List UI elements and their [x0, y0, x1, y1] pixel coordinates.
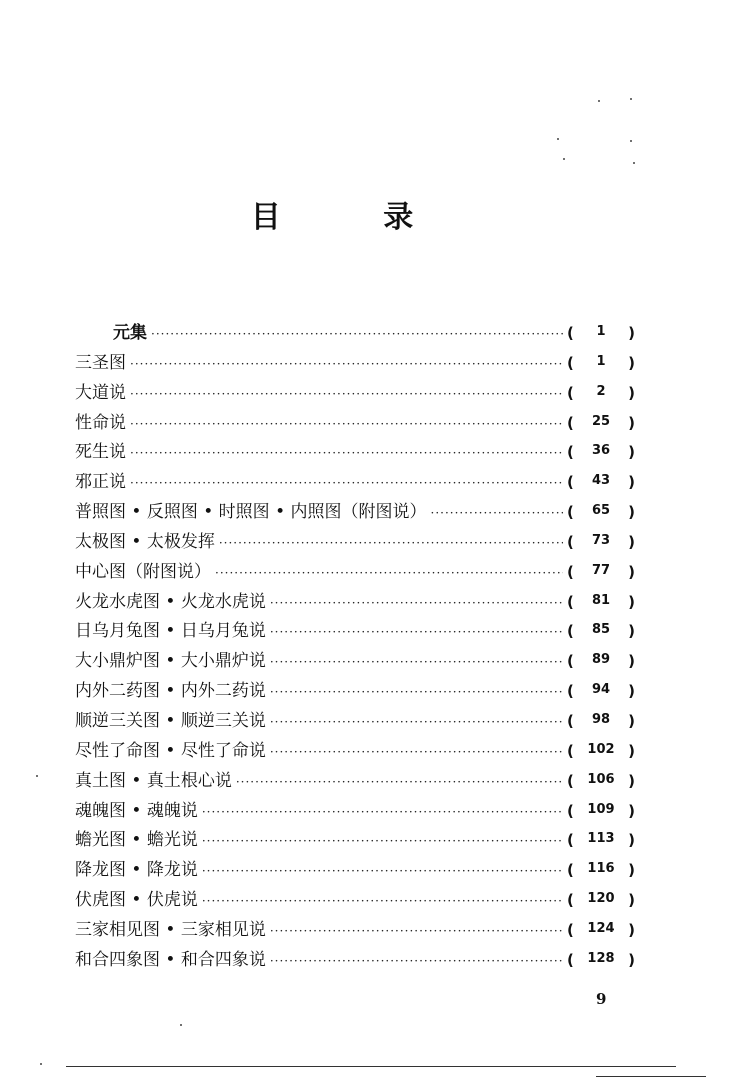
paren-open: (: [567, 831, 574, 850]
entry-title: 降龙图 • 降龙说: [75, 860, 198, 881]
paren-open: (: [567, 413, 574, 432]
paren-open: (: [567, 532, 574, 551]
table-of-contents: [75, 318, 635, 975]
entry-title: 魂魄图 • 魂魄说: [75, 800, 198, 821]
toc-entry: [75, 855, 635, 885]
entry-page: [567, 921, 635, 939]
toc-entry: [75, 378, 635, 408]
entry-title: 和合四象图 • 和合四象说: [75, 949, 266, 970]
entry-page: [567, 384, 635, 402]
footer-rule-short: [596, 1076, 706, 1077]
page-ref: 124: [587, 920, 615, 936]
toc-entry: [75, 348, 635, 378]
entry-title: 内外二药图 • 内外二药说: [75, 681, 266, 702]
entry-title: 日乌月兔图 • 日乌月兔说: [75, 621, 266, 642]
paren-close: ): [628, 383, 635, 402]
toc-entry: [75, 885, 635, 915]
dot-leader: [270, 596, 563, 610]
paren-open: (: [567, 324, 574, 342]
entry-page: [567, 891, 635, 909]
dot-leader: [270, 924, 563, 938]
dot-leader: [270, 745, 563, 759]
entry-title: 真土图 • 真土根心说: [75, 770, 232, 791]
dot-leader: [236, 775, 563, 789]
dot-leader: [130, 387, 563, 401]
entry-title: 太极图 • 太极发挥: [75, 531, 215, 552]
footer-rule: [66, 1066, 676, 1067]
paren-close: ): [628, 562, 635, 581]
toc-entry: [75, 945, 635, 975]
dot-leader: [130, 446, 563, 460]
page-ref: 81: [591, 592, 611, 608]
toc-entry: [75, 676, 635, 706]
paren-close: ): [628, 592, 635, 611]
paren-open: (: [567, 891, 574, 910]
paren-close: ): [628, 682, 635, 701]
paren-open: (: [567, 950, 574, 969]
paren-close: ): [628, 711, 635, 730]
scan-speck: [36, 775, 38, 777]
entry-title: 邪正说: [75, 472, 126, 493]
paren-open: (: [567, 741, 574, 760]
scan-speck: [40, 1063, 42, 1065]
page-ref: 89: [591, 652, 611, 668]
toc-entry: [75, 646, 635, 676]
paren-open: (: [567, 801, 574, 820]
dot-leader: [202, 864, 563, 878]
paren-open: (: [567, 503, 574, 522]
dot-leader: [219, 536, 563, 550]
paren-close: ): [628, 413, 635, 432]
page-ref: 113: [587, 831, 615, 847]
paren-close: ): [628, 771, 635, 790]
entry-page: [567, 951, 635, 969]
entry-page: [567, 443, 635, 461]
paren-open: (: [567, 383, 574, 402]
entry-page: [567, 503, 635, 521]
page-ref: 1: [596, 324, 606, 339]
paren-close: ): [628, 891, 635, 910]
entry-page: [567, 652, 635, 670]
page-ref: 43: [591, 473, 611, 489]
entry-page: [567, 324, 635, 342]
toc-entry: [75, 318, 635, 348]
paren-close: ): [628, 801, 635, 820]
dot-leader: [270, 655, 563, 669]
paren-open: (: [567, 682, 574, 701]
paren-close: ): [628, 741, 635, 760]
dot-leader: [270, 685, 563, 699]
toc-entry: [75, 527, 635, 557]
paren-open: (: [567, 443, 574, 462]
paren-close: ): [628, 503, 635, 522]
paren-open: (: [567, 920, 574, 939]
page-ref: 77: [591, 562, 611, 578]
toc-entry: [75, 467, 635, 497]
page-ref: 36: [591, 443, 611, 459]
toc-entry: [75, 736, 635, 766]
scan-speck: [180, 1024, 182, 1026]
scan-speck: [563, 158, 565, 160]
page-ref: 1: [596, 353, 606, 369]
paren-open: (: [567, 861, 574, 880]
paren-close: ): [628, 473, 635, 492]
paren-close: ): [628, 532, 635, 551]
page-ref: 85: [591, 622, 611, 638]
entry-title: 蟾光图 • 蟾光说: [75, 830, 198, 851]
page-ref: 109: [587, 801, 615, 817]
entry-title: 大道说: [75, 382, 126, 403]
paren-close: ): [628, 652, 635, 671]
toc-entry: [75, 796, 635, 826]
page-number: 9: [596, 990, 607, 1008]
dot-leader: [130, 476, 563, 490]
paren-open: (: [567, 562, 574, 581]
page-ref: 120: [587, 891, 615, 907]
paren-close: ): [628, 443, 635, 462]
entry-page: [567, 533, 635, 551]
paren-close: ): [628, 353, 635, 372]
paren-close: ): [628, 950, 635, 969]
entry-page: [567, 802, 635, 820]
scan-speck: [630, 140, 632, 142]
entry-page: [567, 742, 635, 760]
entry-title: 顺逆三关图 • 顺逆三关说: [75, 710, 266, 731]
dot-leader: [130, 417, 563, 431]
entry-page: [567, 414, 635, 432]
dot-leader: [270, 625, 563, 639]
entry-page: [567, 831, 635, 849]
dot-leader: [270, 954, 563, 968]
paren-close: ): [628, 920, 635, 939]
scan-speck: [598, 100, 600, 102]
paren-close: ): [628, 831, 635, 850]
entry-page: [567, 682, 635, 700]
entry-page: [567, 354, 635, 372]
toc-entry: [75, 587, 635, 617]
toc-entry: [75, 915, 635, 945]
entry-title: 元集: [113, 323, 147, 343]
page-ref: 102: [587, 741, 615, 757]
paren-open: (: [567, 771, 574, 790]
dot-leader: [431, 506, 563, 520]
toc-entry: [75, 437, 635, 467]
paren-open: (: [567, 473, 574, 492]
dot-leader: [202, 834, 563, 848]
scan-speck: [633, 162, 635, 164]
entry-title: 性命说: [75, 412, 126, 433]
entry-title: 尽性了命图 • 尽性了命说: [75, 740, 266, 761]
page-ref: 128: [587, 950, 615, 966]
paren-close: ): [628, 324, 635, 342]
toc-entry: [75, 616, 635, 646]
toc-entry: [75, 557, 635, 587]
scan-speck: [630, 98, 632, 100]
page-ref: 2: [596, 383, 606, 399]
entry-title: 普照图 • 反照图 • 时照图 • 内照图（附图说）: [75, 502, 427, 523]
paren-open: (: [567, 622, 574, 641]
entry-page: [567, 772, 635, 790]
entry-title: 伏虎图 • 伏虎说: [75, 890, 198, 911]
page-ref: 106: [587, 771, 615, 787]
dot-leader: [215, 566, 563, 580]
paren-close: ): [628, 861, 635, 880]
entry-page: [567, 473, 635, 491]
entry-title: 中心图（附图说）: [75, 561, 211, 582]
paren-close: ): [628, 622, 635, 641]
entry-title: 大小鼎炉图 • 大小鼎炉说: [75, 651, 266, 672]
toc-entry: [75, 408, 635, 438]
entry-title: 火龙水虎图 • 火龙水虎说: [75, 591, 266, 612]
toc-entry: [75, 706, 635, 736]
entry-page: [567, 861, 635, 879]
paren-open: (: [567, 592, 574, 611]
dot-leader: [270, 715, 563, 729]
scan-speck: [557, 138, 559, 140]
entry-title: 三圣图: [75, 352, 126, 373]
toc-entry: [75, 825, 635, 855]
page-ref: 73: [591, 532, 611, 548]
page-ref: 25: [591, 413, 611, 429]
paren-open: (: [567, 711, 574, 730]
dot-leader: [151, 327, 563, 341]
paren-open: (: [567, 652, 574, 671]
dot-leader: [202, 805, 563, 819]
toc-entry: [75, 497, 635, 527]
entry-page: [567, 593, 635, 611]
entry-page: [567, 563, 635, 581]
entry-title: 三家相见图 • 三家相见说: [75, 919, 266, 940]
page-ref: 98: [591, 711, 611, 727]
entry-page: [567, 622, 635, 640]
toc-entry: [75, 766, 635, 796]
entry-page: [567, 712, 635, 730]
page-ref: 94: [591, 682, 611, 698]
page-ref: 65: [591, 503, 611, 519]
page-title: 目 录: [250, 200, 460, 235]
entry-title: 死生说: [75, 442, 126, 463]
dot-leader: [202, 894, 563, 908]
page-ref: 116: [587, 861, 615, 877]
paren-open: (: [567, 353, 574, 372]
dot-leader: [130, 357, 563, 371]
